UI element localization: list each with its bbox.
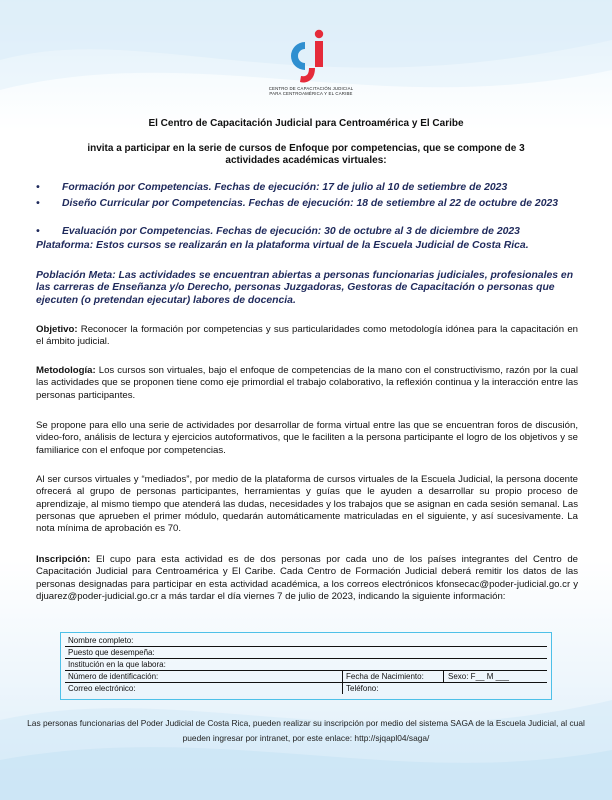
virtual-courses-paragraph: Al ser cursos virtuales y “mediados”, por medio de la plataforma de cursos virtuales de la Escuela Judicial, la persona docente ofrecerá al grupo de personas participantes, herramientas y guías que le ayuden a desarrollar su propio proceso de aprendizaje, al mismo tiempo que atenderá las dudas, necesidades y los trabajos que se asignan en cada sesión semanal. Las personas que aprueben el primer módulo, quedarán automáticamente matriculadas en el siguiente, y así sucesivamente. La nota mínima de aprobación es 70. bbox=[36, 474, 578, 535]
logo-caption bbox=[0, 86, 612, 96]
methodology-label: Metodología: bbox=[36, 365, 96, 376]
bullet-text: Diseño Curricular por Competencias. Fechas de ejecución: 18 de setiembre al 22 de octubre de 2023 bbox=[62, 198, 559, 209]
bullet-text: Evaluación por Competencias. Fechas de ejecución: 30 de octubre al 3 de diciembre de 2023 bbox=[62, 226, 520, 237]
objective-paragraph bbox=[36, 324, 578, 349]
objective-label: Objetivo: bbox=[36, 324, 78, 335]
logo-caption-line1: CENTRO DE CAPACITACIÓN JUDICIAL bbox=[268, 86, 354, 91]
form-row-name bbox=[65, 635, 547, 647]
objective-text: Reconocer la formación por competencias y sus particularidades como metodología idónea para la capacitación en el ámbito judicial. bbox=[36, 324, 578, 348]
form-label-institution: Institución en la que labora: bbox=[68, 660, 166, 669]
inscription-text: El cupo para esta actividad es de dos personas por cada uno de los países integrantes del Centro de Capacitación Judicial para Centroamérica y El Caribe. Cada Centro de Formación Judicial deberá remitir los datos de las personas designadas para participar en esta actividad académica, a los correos electrónicos kfonsecac@poder-judicial.go.cr y djuarez@poder-judicial.go.cr a más tardar el día viernes 7 de julio de 2023, indicando la siguiente información: bbox=[36, 554, 578, 602]
logo-caption-line2: PARA CENTROAMÉRICA Y EL CARIBE bbox=[269, 91, 353, 96]
invitation-text: invita a participar en la serie de cursos de Enfoque por competencias, que se compone de 3 actividades académicas virtuales: bbox=[87, 143, 525, 166]
bullet-dot: • bbox=[36, 198, 40, 209]
form-label-birth-date: Fecha de Nacimiento: bbox=[346, 672, 424, 681]
platform-text: Plataforma: Estos cursos se realizarán en la plataforma virtual de la Escuela Judicial de Costa Rica. bbox=[36, 240, 529, 251]
bullet-dot: • bbox=[36, 182, 40, 193]
form-row-position bbox=[65, 647, 547, 659]
footer-note: Las personas funcionarias del Poder Judicial de Costa Rica, pueden realizar su inscripción por medio del sistema SAGA de la Escuela Judicial, al cual pueden ingresar por intranet, por este enlace: http://sjqapl04/saga/ bbox=[27, 718, 585, 743]
form-label-sex: Sexo: F__ M ___ bbox=[448, 672, 509, 681]
methodology-paragraph bbox=[36, 365, 578, 402]
ccj-logo bbox=[288, 28, 330, 88]
inscription-paragraph bbox=[36, 554, 578, 603]
form-label-name: Nombre completo: bbox=[68, 636, 134, 645]
form-label-phone: Teléfono: bbox=[346, 684, 379, 693]
inscription-label: Inscripción: bbox=[36, 554, 91, 565]
form-label-id: Número de identificación: bbox=[68, 672, 159, 681]
document-title: El Centro de Capacitación Judicial para Centroamérica y El Caribe bbox=[148, 118, 464, 129]
bullet-text: Formación por Competencias. Fechas de ejecución: 17 de julio al 10 de setiembre de 2023 bbox=[62, 182, 508, 193]
methodology-text: Los cursos son virtuales, bajo el enfoque de competencias de la mano con el constructivismo, razón por la cual las actividades que se proponen tiene como eje primordial el trabajo colaborativo, la reflexión continua y la interacción entre las personas participantes. bbox=[36, 365, 578, 401]
form-label-position: Puesto que desempeña: bbox=[68, 648, 155, 657]
target-audience-text: Población Meta: Las actividades se encuentran abiertas a personas funcionarias judiciales, profesionales en las carreras de Enseñanza y/o Derecho, personas Juzgadoras, Gestoras de Capacitación o personas que ejecuten (o pretendan ejecutar) labores de docencia. bbox=[36, 270, 574, 306]
bullet-dot: • bbox=[36, 226, 40, 237]
form-label-email: Correo electrónico: bbox=[68, 684, 136, 693]
activities-paragraph: Se propone para ello una serie de actividades por desarrollar de forma virtual entre las que se encuentran foros de discusión, video-foro, análisis de lectura y ejercicios autoformativos, que le faciliten a la persona participante el logro de los objetivos y se familiarice con el enfoque por competencias. bbox=[36, 420, 578, 456]
